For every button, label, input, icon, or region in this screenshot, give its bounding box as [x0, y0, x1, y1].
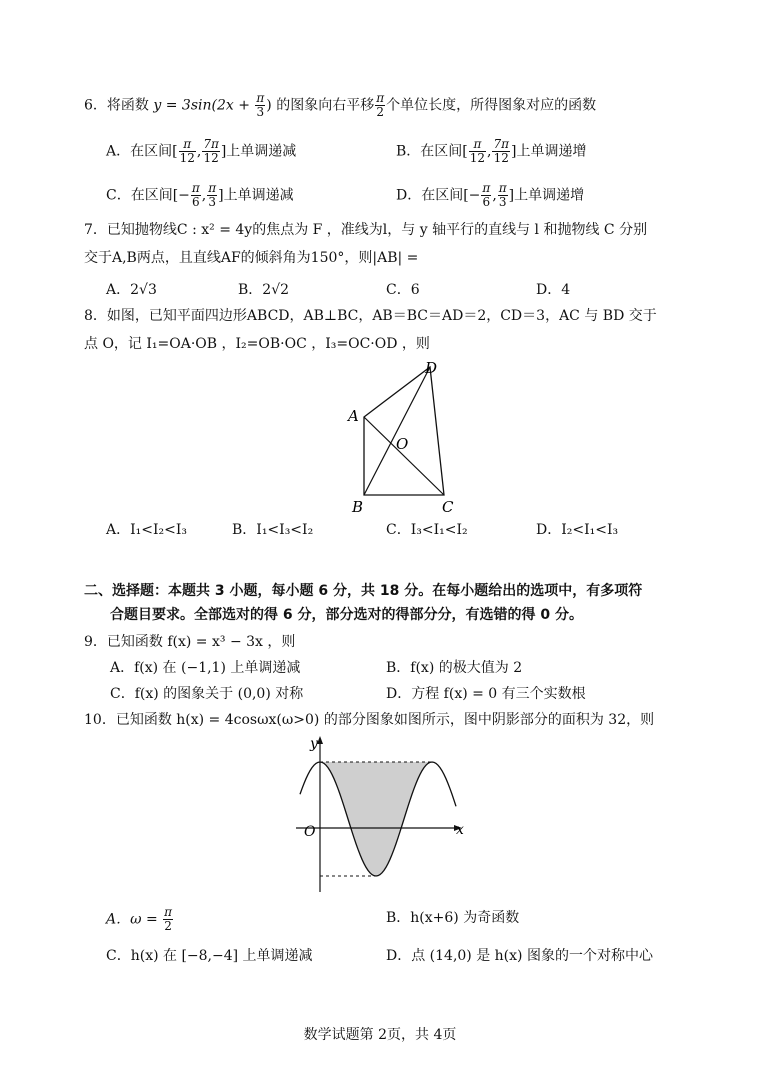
q6-option-c[interactable]: C．在区间[− $\frac{\pi}{6}$ , $\frac{\pi}{3}$ ]上单调递减: [106, 181, 294, 209]
q7-option-c[interactable]: C．6: [386, 282, 420, 298]
q9-option-c[interactable]: C．f(x) 的图象关于 (0,0) 对称: [110, 686, 304, 702]
q8-quadrilateral-figure: [330, 355, 470, 520]
q8-option-d[interactable]: D．I₂<I₁<I₃: [536, 522, 619, 538]
q6-func: y = 3sin(2x +: [153, 97, 255, 114]
q7-stem-line2: 交于A,B两点，且直线AF的倾斜角为150°，则|AB| =: [84, 250, 419, 266]
q8-diagonal-bd: [364, 367, 430, 495]
q8-diagonal-ac: [364, 417, 444, 495]
q8-option-b[interactable]: B．I₁<I₃<I₂: [232, 522, 314, 538]
q8-label-b: B: [352, 498, 364, 516]
q8-option-c[interactable]: C．I₃<I₁<I₂: [386, 522, 468, 538]
q9-stem: 9．已知函数 f(x) = x³ − 3x ，则: [84, 634, 296, 650]
q7-stem-line1: 7．已知抛物线C : x² = 4y的焦点为 F ，准线为l，与 y 轴平行的直线与 l 和抛物线 C 分别: [84, 222, 648, 238]
q8-label-d: D: [425, 359, 438, 377]
q10-option-c[interactable]: C．h(x) 在 [−8,−4] 上单调递减: [106, 948, 313, 964]
q8-stem-line2: 点 O，记 I₁=OA·OB ，I₂=OB·OC ，I₃=OC·OD ，则: [84, 336, 430, 352]
q6-stem-post: 个单位长度，所得图象对应的函数: [386, 97, 597, 114]
q8-option-a[interactable]: A．I₁<I₂<I₃: [106, 522, 187, 538]
q9-option-d[interactable]: D．方程 f(x) = 0 有三个实数根: [386, 686, 586, 702]
q10-shaded-area: [320, 762, 432, 876]
q8-label-a: A: [348, 407, 359, 425]
q7-option-b[interactable]: B．2√2: [238, 282, 290, 298]
section2-heading-line2: 合题目要求。全部选对的得 6 分，部分选对的得部分分，有选错的得 0 分。: [110, 607, 583, 623]
q7-option-d[interactable]: D．4: [536, 282, 571, 298]
q6-option-a[interactable]: A．在区间[ $\frac{\pi}{12}$ , $\frac{7\pi}{12}$ ]上单调递减: [106, 137, 297, 165]
page-footer: 数学试题第 2页，共 4页: [303, 1027, 457, 1043]
q8-label-o: O: [396, 435, 409, 453]
q6-stem-pre: 6．将函数: [84, 97, 149, 114]
q10-stem: 10．已知函数 h(x) = 4cosωx(ω>0) 的部分图象如图所示，图中阴影部分的面积为 32，则: [84, 712, 655, 728]
q10-option-b[interactable]: B．h(x+6) 为奇函数: [386, 910, 520, 926]
q8-stem-line1: 8．如图，已知平面四边形ABCD，AB⊥BC，AB＝BC＝AD＝2，CD＝3，AC 与 BD 交于: [84, 308, 657, 324]
q6-option-b[interactable]: B．在区间[ $\frac{\pi}{12}$ , $\frac{7\pi}{12}$ ]上单调递增: [396, 137, 587, 165]
q10-option-a[interactable]: A．ω = $\frac{\pi}{2}$: [106, 905, 173, 933]
q6-stem: [84, 92, 596, 119]
q6-frac-pi2: $\frac{\pi}{2}$: [376, 91, 385, 119]
q6-option-d[interactable]: D．在区间[− $\frac{\pi}{6}$ , $\frac{\pi}{3}$ ]上单调递增: [396, 181, 585, 209]
q9-option-a[interactable]: A．f(x) 在 (−1,1) 上单调递减: [110, 660, 301, 676]
q10-cosine-graph: [286, 732, 486, 897]
q9-option-b[interactable]: B．f(x) 的极大值为 2: [386, 660, 523, 676]
q10-origin-label: O: [304, 824, 316, 840]
q10-option-d[interactable]: D．点 (14,0) 是 h(x) 图象的一个对称中心: [386, 948, 653, 964]
q7-option-a[interactable]: A．2√3: [106, 282, 157, 298]
q8-quad-outline: [364, 367, 444, 495]
q8-label-c: C: [442, 498, 454, 516]
q10-axis-x-label: x: [456, 822, 464, 838]
q10-axis-y-label: y: [310, 736, 318, 752]
section2-heading-line1: 二、选择题：本题共 3 小题，每小题 6 分，共 18 分。在每小题给出的选项中，有多项符: [84, 583, 643, 599]
q6-stem-mid: ) 的图象向右平移: [266, 97, 375, 114]
q6-frac-pi3: $\frac{\pi}{3}$: [256, 91, 265, 119]
